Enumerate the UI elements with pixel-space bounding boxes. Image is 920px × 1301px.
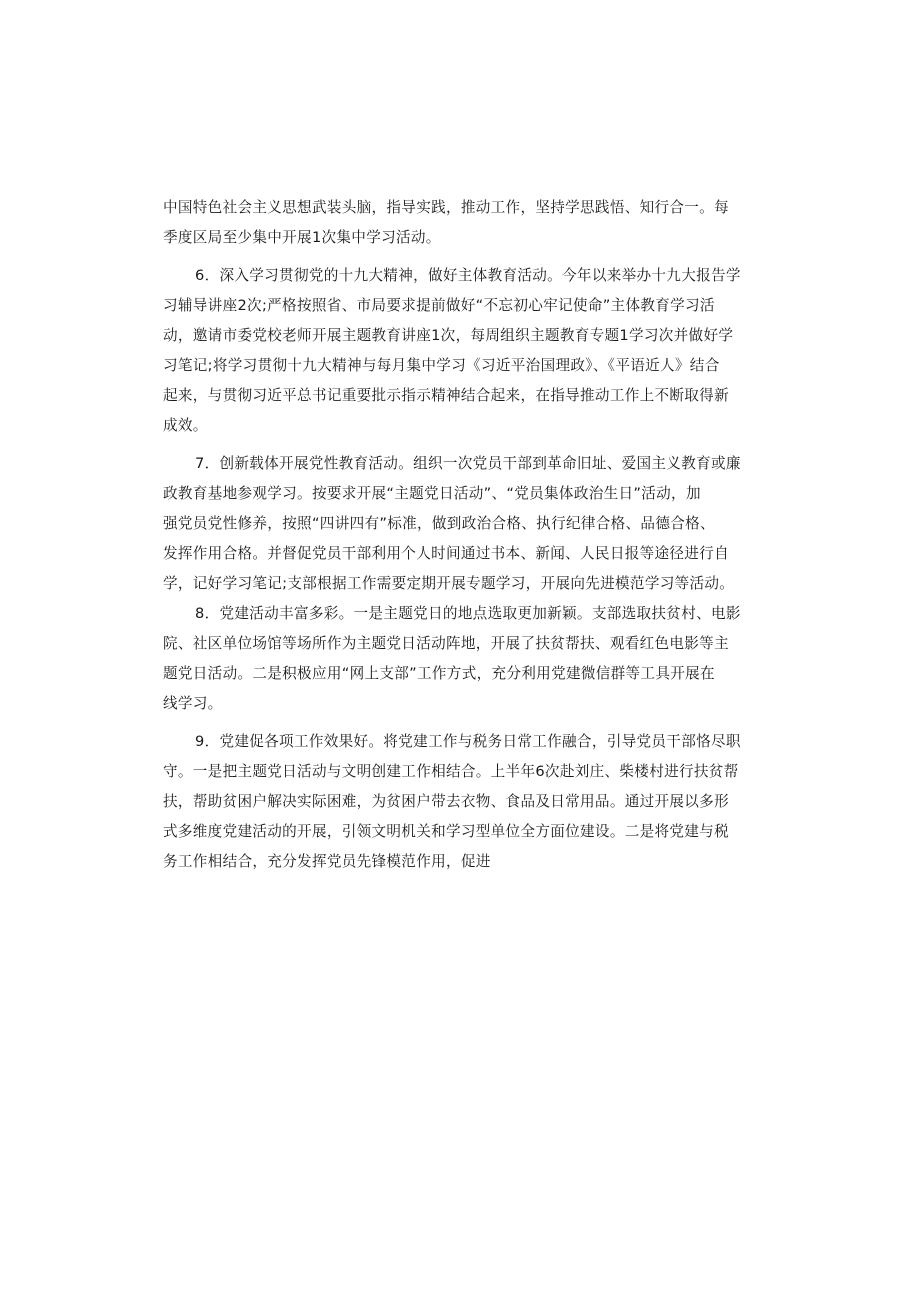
text-line: 起来，与贯彻习近平总书记重要批示指示精神结合起来，在指导推动工作上不断取得新 <box>163 387 729 404</box>
text-line: 扶，帮助贫困户解决实际困难，为贫困户带去衣物、食品及日常用品。通过开展以多形 <box>163 793 729 810</box>
text-line: 题党日活动。二是积极应用“网上支部”工作方式，充分利用党建微信群等工具开展在 <box>163 665 715 682</box>
text-line: 政教育基地参观学习。按要求开展“主题党日活动”、“党员集体政治生日”活动，加 <box>163 485 701 502</box>
text-line: 成效。 <box>163 417 208 434</box>
text-line: 动，邀请市委党校老师开展主题教育讲座1次，每周组织主题教育专题1学习次并做好学 <box>163 327 734 344</box>
text-line: 季度区局至少集中开展1次集中学习活动。 <box>163 229 441 246</box>
text-line: 线学习。 <box>163 695 223 712</box>
text-line: 式多维度党建活动的开展，引领文明机关和学习型单位全方面位建设。二是将党建与税 <box>163 823 729 840</box>
text-line: 务工作相结合，充分发挥党员先锋模范作用，促进 <box>163 853 491 870</box>
paragraph-7-start: 7．创新载体开展党性教育活动。组织一次党员干部到革命旧址、爱国主义教育或廉 <box>195 455 741 472</box>
text-line: 守。一是把主题党日活动与文明创建工作相结合。上半年6次赴刘庄、柴楼村进行扶贫帮 <box>163 763 739 780</box>
paragraph-9-start: 9．党建促各项工作效果好。将党建工作与税务日常工作融合，引导党员干部恪尽职 <box>195 733 741 750</box>
text-line: 中国特色社会主义思想武装头脑，指导实践，推动工作，坚持学思践悟、知行合一。每 <box>163 199 729 216</box>
text-line: 习辅导讲座2次;严格按照省、市局要求提前做好“不忘初心牢记使命”主体教育学习活 <box>163 297 715 314</box>
text-line: 学，记好学习笔记;支部根据工作需要定期开展专题学习，开展向先进模范学习等活动。 <box>163 575 735 592</box>
document-page <box>163 198 758 882</box>
text-line: 习笔记;将学习贯彻十九大精神与每月集中学习《习近平治国理政》、《平语近人》结合 <box>163 357 720 374</box>
text-line: 发挥作用合格。并督促党员干部利用个人时间通过书本、新闻、人民日报等途径进行自 <box>163 545 729 562</box>
text-line: 院、社区单位场馆等场所作为主题党日活动阵地，开展了扶贫帮扶、观看红色电影等主 <box>163 635 729 652</box>
text-line: 强党员党性修养，按照“四讲四有”标准，做到政治合格、执行纪律合格、品德合格、 <box>163 515 715 532</box>
paragraph-8-start: 8．党建活动丰富多彩。一是主题党日的地点选取更加新颖。支部选取扶贫村、电影 <box>195 605 741 622</box>
paragraph-6-start: 6．深入学习贯彻党的十九大精神，做好主体教育活动。今年以来举办十九大报告学 <box>195 267 741 284</box>
